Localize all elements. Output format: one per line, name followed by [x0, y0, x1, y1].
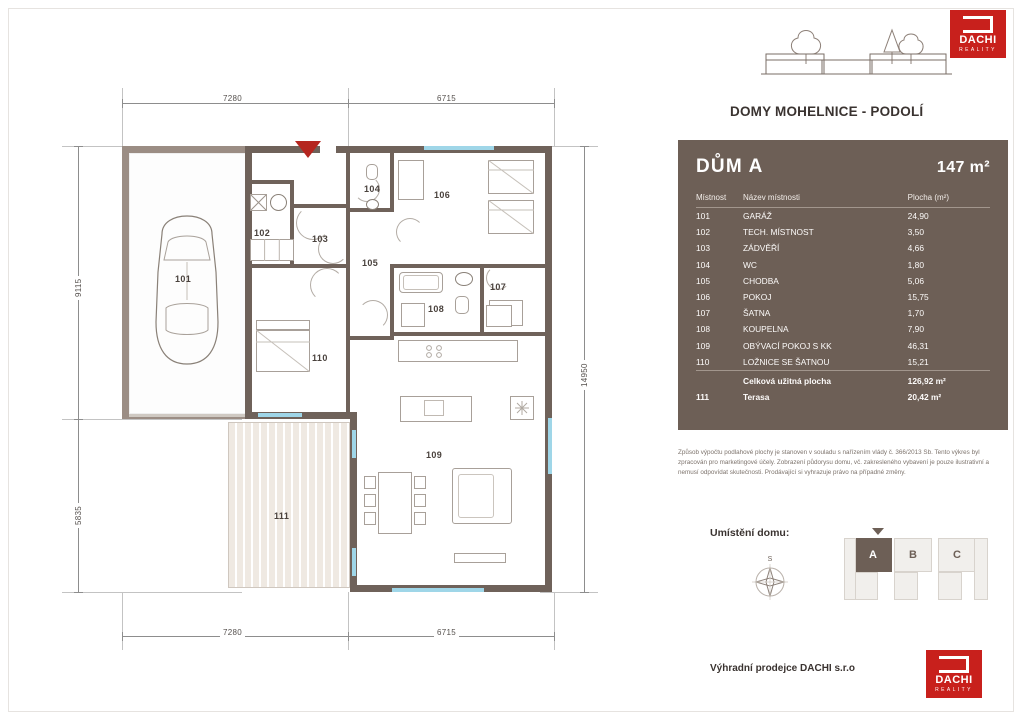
house-spec-card — [678, 140, 1008, 430]
dim-tick — [580, 146, 589, 147]
site-plot-b — [894, 572, 918, 600]
total-number — [696, 370, 743, 389]
room-area: 5,06 — [907, 275, 924, 286]
garage-wall-left — [122, 146, 129, 419]
table-row — [696, 338, 990, 354]
bed-110-lines — [256, 330, 310, 372]
site-plot-c — [938, 572, 962, 600]
room-area: 15,21 — [907, 356, 929, 367]
dim-bottom-right-label: 6715 — [434, 628, 459, 637]
room-number: 109 — [696, 340, 710, 351]
room-name: POKOJ — [743, 292, 772, 303]
house-total-area: 147 m² — [936, 159, 990, 176]
partition-7 — [394, 264, 552, 268]
dim-top-left-label: 7280 — [220, 94, 245, 103]
room-number: 107 — [696, 308, 710, 319]
table-row — [696, 224, 990, 240]
ext-line-bottom-right — [554, 592, 555, 650]
wc-sink — [366, 199, 379, 210]
col-header-area: Plocha (m²) — [908, 189, 990, 208]
garage-door — [129, 414, 245, 417]
dim-left-upper-label: 9115 — [74, 276, 83, 300]
shelf-star-icon — [515, 401, 529, 415]
bed-106-a-lines — [488, 160, 534, 194]
dachi-logo-sub: REALITY — [935, 686, 973, 693]
room-area: 46,31 — [907, 340, 929, 351]
window-top-1 — [424, 146, 494, 150]
room-number: 105 — [696, 275, 710, 286]
room-area: 15,75 — [907, 292, 929, 303]
room-label-104: 104 — [364, 184, 381, 194]
dim-left-lower-label: 5835 — [74, 503, 83, 528]
ext-line-right-bottom — [540, 592, 598, 593]
site-cell-c[interactable]: C — [938, 538, 976, 572]
window-garage-bottom — [258, 413, 302, 417]
ext-line-left-bottom — [62, 592, 242, 593]
dachi-logo-bottom — [926, 650, 982, 698]
chair-5 — [414, 494, 426, 507]
table-row — [696, 273, 990, 289]
dim-tick — [554, 99, 555, 108]
room-number: 103 — [696, 243, 710, 254]
window-left-terrace — [352, 430, 356, 458]
car-icon — [148, 212, 226, 372]
dim-tick — [122, 99, 123, 108]
door-arc-110 — [310, 268, 344, 302]
site-cell-b[interactable]: B — [894, 538, 932, 572]
ext-line-bottom-mid — [348, 592, 349, 650]
room-name: TECH. MÍSTNOST — [743, 227, 814, 238]
table-row — [696, 208, 990, 225]
table-row — [696, 240, 990, 256]
shower-108 — [401, 303, 425, 327]
info-panel — [660, 0, 1024, 722]
sofa-inner — [458, 474, 494, 518]
table-row — [696, 321, 990, 337]
room-number: 102 — [696, 227, 710, 238]
room-label-110: 110 — [312, 353, 328, 363]
chair-2 — [364, 494, 376, 507]
partition-1 — [245, 264, 350, 268]
total-area: 126,92 m² — [908, 370, 990, 389]
partition-3 — [245, 180, 294, 184]
dachi-logo-mark-icon — [939, 656, 969, 673]
kitchen-sink — [424, 400, 444, 416]
dim-top-right-line — [348, 103, 554, 104]
room-area: 24,90 — [907, 211, 929, 222]
ext-line-top-right — [554, 88, 555, 146]
room-label-105: 105 — [362, 258, 379, 268]
washer-108 — [486, 305, 512, 327]
terrace-111 — [228, 422, 350, 588]
chair-4 — [414, 476, 426, 489]
room-name: WC — [743, 259, 757, 270]
room-number: 104 — [696, 259, 710, 270]
house-wall-right — [545, 146, 552, 592]
partition-9 — [390, 332, 552, 336]
table-row-terrace — [696, 389, 990, 405]
room-label-103: 103 — [312, 234, 329, 244]
total-label: Celková užitná plocha — [743, 370, 908, 389]
dim-tick — [74, 146, 83, 147]
bath-inner-108 — [403, 275, 439, 290]
disclaimer-text: Způsob výpočtu podlahové plochy je stanoven v souladu s nařízením vlády č. 366/2013 Sb. Tento výkres byl zpracován pro marketingové účely. Zobrazení půdorysu domu, vč. zakresleného vybavení je pouze ilustrativní a nemusí odpovídat skutečnosti. Prodávající si vyhrazuje právo na případné změny. — [678, 449, 990, 476]
site-plot-a — [854, 572, 878, 600]
room-area: 1,70 — [907, 308, 924, 319]
room-name: KOUPELNA — [743, 324, 789, 335]
room-number: 101 — [696, 211, 710, 222]
tech-unit-cross-icon — [250, 194, 267, 211]
room-name: ZÁDVĚŘÍ — [743, 243, 780, 254]
entrance-marker-icon — [295, 141, 321, 158]
room-label-106: 106 — [434, 190, 451, 200]
partition-10 — [480, 264, 484, 332]
house-title: DŮM A — [696, 156, 764, 177]
ext-line-top-mid — [348, 88, 349, 146]
room-label-109: 109 — [426, 450, 443, 460]
chair-3 — [364, 512, 376, 525]
table-row — [696, 354, 990, 371]
dachi-logo-sub: REALITY — [959, 46, 997, 53]
dim-right-total-label: 14950 — [580, 360, 589, 390]
table-row — [696, 305, 990, 321]
dachi-logo-name: DACHI — [959, 33, 997, 46]
tech-unit-2 — [270, 194, 287, 211]
spec-card-header — [696, 156, 990, 189]
site-plan-map — [846, 528, 998, 610]
ext-line-left-mid — [62, 419, 242, 420]
room-label-102: 102 — [254, 228, 271, 238]
room-label-107: 107 — [490, 282, 507, 292]
desk-106 — [398, 160, 424, 200]
room-name: OBÝVACÍ POKOJ S KK — [743, 340, 832, 351]
table-row — [696, 289, 990, 305]
bed-106-b-lines — [488, 200, 534, 234]
col-header-number: Místnost — [696, 189, 743, 208]
window-left-terrace-2 — [352, 548, 356, 576]
table-row-total — [696, 370, 990, 389]
development-title: DOMY MOHELNICE - PODOLÍ — [730, 104, 924, 119]
room-number: 108 — [696, 324, 710, 335]
dachi-logo-top — [950, 10, 1006, 58]
dim-top-left-line — [122, 103, 348, 104]
ext-line-top-left — [122, 88, 123, 146]
rooms-table — [696, 189, 990, 405]
chair-6 — [414, 512, 426, 525]
site-cell-a[interactable]: A — [854, 538, 892, 572]
terrace-label: Terasa — [743, 392, 770, 403]
table-row — [696, 257, 990, 273]
window-bottom-1 — [392, 588, 484, 592]
room-area: 3,50 — [907, 227, 924, 238]
partition-8 — [390, 264, 394, 336]
dim-top-right-label: 6715 — [434, 94, 459, 103]
wc-toilet — [366, 164, 378, 180]
toilet-108 — [455, 296, 469, 314]
garage-wall-top — [122, 146, 252, 153]
kitchen-hob-icon — [424, 344, 446, 358]
room-number: 110 — [696, 356, 710, 367]
ext-line-bottom-left — [122, 592, 123, 650]
room-label-101: 101 — [175, 274, 192, 284]
house-illustration-icon — [756, 20, 956, 82]
window-right-1 — [548, 418, 552, 474]
dim-tick — [554, 632, 555, 641]
room-name: CHODBA — [743, 275, 779, 286]
room-name: GARÁŽ — [743, 211, 772, 222]
site-plot-edge-right — [974, 538, 988, 600]
sink-108 — [455, 272, 473, 286]
room-area: 4,66 — [907, 243, 924, 254]
seller-text: Výhradní prodejce DACHI s.r.o — [710, 663, 856, 674]
room-name: ŠATNA — [743, 308, 771, 319]
room-name: LOŽNICE SE ŠATNOU — [743, 356, 830, 367]
wardrobe-103-lines — [250, 239, 294, 261]
tv-unit — [454, 553, 506, 563]
compass-icon — [746, 552, 794, 604]
table-header-row — [696, 189, 990, 208]
partition-4 — [346, 153, 350, 419]
dim-tick — [74, 592, 83, 593]
terrace-number: 111 — [696, 392, 710, 403]
room-area: 1,80 — [907, 259, 924, 270]
chair-1 — [364, 476, 376, 489]
svg-text:S: S — [767, 556, 773, 563]
site-pointer-icon — [872, 528, 884, 535]
door-arc-108 — [358, 300, 388, 330]
dim-tick — [580, 592, 589, 593]
room-label-108: 108 — [428, 304, 445, 314]
placement-label: Umístění domu: — [710, 527, 790, 539]
partition-11 — [346, 336, 394, 340]
door-arc-106 — [396, 218, 424, 246]
dim-bottom-left-label: 7280 — [220, 628, 245, 637]
room-number: 106 — [696, 292, 710, 303]
dining-table — [378, 472, 412, 534]
wardrobe-110 — [256, 320, 310, 330]
kitchen-counter — [398, 340, 518, 362]
dim-tick — [122, 632, 123, 641]
dachi-logo-name: DACHI — [935, 673, 973, 686]
partition-6 — [390, 153, 394, 212]
terrace-area: 20,42 m² — [907, 392, 942, 403]
room-label-111: 111 — [274, 511, 290, 521]
house-wall-left-upper — [245, 146, 252, 419]
dachi-logo-mark-icon — [963, 16, 993, 33]
site-plot-edge-left — [844, 538, 856, 600]
col-header-name: Název místnosti — [743, 189, 908, 208]
room-area: 7,90 — [907, 324, 924, 335]
